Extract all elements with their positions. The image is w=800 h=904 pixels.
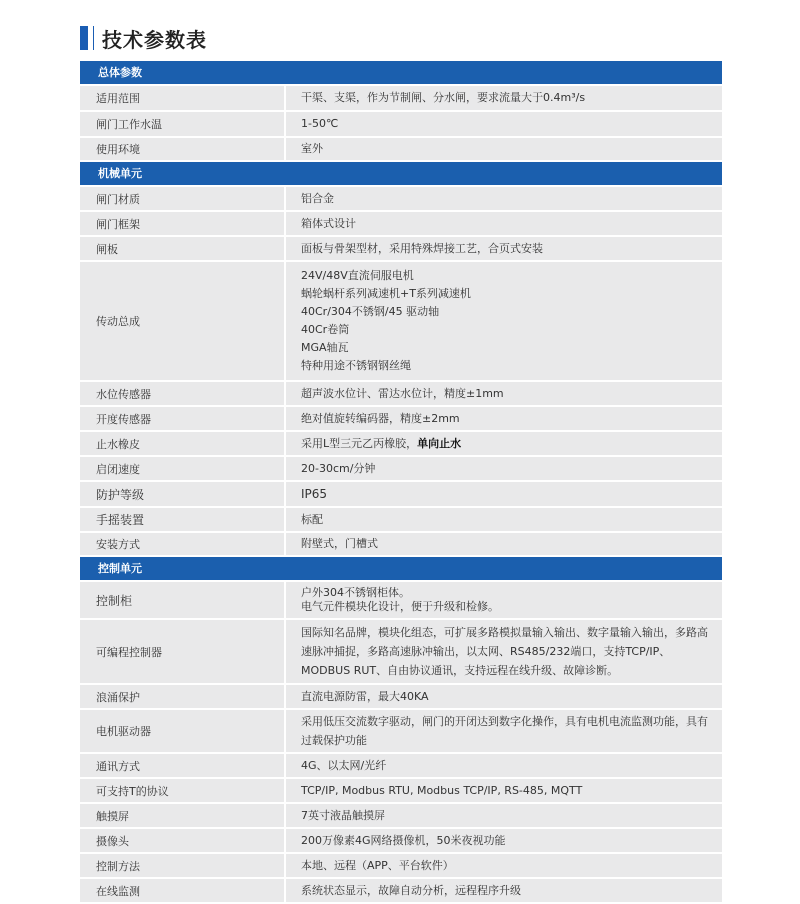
title-accent-bar (80, 26, 88, 50)
section-header-mechanical: 机械单元 (80, 162, 722, 187)
table-row (80, 582, 722, 620)
row-label: 手摇装置 (80, 508, 286, 531)
table-row (80, 482, 722, 508)
row-value: 国际知名品牌，模块化组态，可扩展多路模拟量输入输出、数字量输入输出，多路高速脉冲捕捉，多路高速脉冲输出，以太网、RS485/232端口，支持TCP/IP、MODBUS RUT、自由协议通讯，支持远程在线升级、故障诊断。 (286, 620, 722, 683)
row-label: 触摸屏 (80, 804, 286, 827)
table-row (80, 457, 722, 482)
row-label: 闸门材质 (80, 187, 286, 210)
row-value-line: MGA轴瓦 (301, 341, 349, 354)
row-label: 控制方法 (80, 854, 286, 877)
row-label: 启闭速度 (80, 457, 286, 480)
page-title-block (80, 24, 207, 52)
row-value: 4G、以太网/光纤 (286, 754, 722, 777)
row-label: 可编程控制器 (80, 620, 286, 683)
table-row (80, 879, 722, 904)
row-value: 标配 (286, 508, 722, 531)
table-row (80, 685, 722, 710)
table-row (80, 829, 722, 854)
table-row (80, 237, 722, 262)
table-row (80, 262, 722, 382)
table-row (80, 187, 722, 212)
page-title: 技术参数表 (102, 27, 207, 52)
row-value: 绝对值旋转编码器，精度±2mm (286, 407, 722, 430)
row-value: IP65 (286, 482, 722, 506)
row-label: 控制柜 (80, 582, 286, 618)
table-row (80, 620, 722, 685)
section-header-control: 控制单元 (80, 557, 722, 582)
row-label: 闸门框架 (80, 212, 286, 235)
row-value: 超声波水位计、雷达水位计，精度±1mm (286, 382, 722, 405)
row-value: 箱体式设计 (286, 212, 722, 235)
row-label: 水位传感器 (80, 382, 286, 405)
table-row (80, 854, 722, 879)
row-label: 浪涌保护 (80, 685, 286, 708)
row-label: 防护等级 (80, 482, 286, 506)
row-label: 在线监测 (80, 879, 286, 902)
row-value: 室外 (286, 138, 722, 160)
table-row (80, 407, 722, 432)
row-value: 本地、远程（APP、平台软件） (286, 854, 722, 877)
table-row (80, 86, 722, 112)
row-label: 传动总成 (80, 262, 286, 380)
row-value: 附壁式，门槽式 (286, 533, 722, 555)
row-label: 安装方式 (80, 533, 286, 555)
row-value: 铝合金 (286, 187, 722, 210)
table-row (80, 533, 722, 557)
row-label: 闸门工作水温 (80, 112, 286, 136)
table-row (80, 432, 722, 457)
row-label: 适用范围 (80, 86, 286, 110)
row-value (286, 262, 722, 380)
row-value: 干渠、支渠，作为节制闸、分水闸，要求流量大于0.4m³/s (286, 86, 722, 110)
row-label: 电机驱动器 (80, 710, 286, 752)
row-value: 采用低压交流数字驱动，闸门的开闭达到数字化操作，具有电机电流监测功能，具有过载保护功能 (286, 710, 722, 752)
row-value: 直流电源防雷，最大40KA (286, 685, 722, 708)
table-row (80, 779, 722, 804)
row-label: 可支持T的协议 (80, 779, 286, 802)
row-value: 面板与骨架型材，采用特殊焊接工艺，合页式安装 (286, 237, 722, 260)
table-row (80, 804, 722, 829)
table-row (80, 508, 722, 533)
table-row (80, 754, 722, 779)
row-label: 止水橡皮 (80, 432, 286, 455)
row-value-line: 24V/48V直流伺服电机 (301, 269, 414, 282)
table-row (80, 138, 722, 162)
table-row (80, 382, 722, 407)
spec-table (80, 61, 722, 904)
row-value-line: 电气元件模块化设计，便于升级和检修。 (301, 600, 499, 613)
row-label: 通讯方式 (80, 754, 286, 777)
row-value-line: 特种用途不锈钢钢丝绳 (301, 359, 411, 372)
row-value: 200万像素4G网络摄像机，50米夜视功能 (286, 829, 722, 852)
table-row (80, 212, 722, 237)
row-value-line: 蜗轮蜗杆系列减速机+T系列减速机 (301, 287, 471, 300)
row-value: 采用L型三元乙丙橡胶，单向止水 (286, 432, 722, 455)
row-label: 摄像头 (80, 829, 286, 852)
row-value: TCP/IP, Modbus RTU, Modbus TCP/IP, RS-485, MQTT (286, 779, 722, 802)
row-label: 使用环境 (80, 138, 286, 160)
row-value-line: 40Cr/304不锈钢/45 驱动轴 (301, 305, 440, 318)
row-value: 系统状态显示，故障自动分析，远程程序升级 (286, 879, 722, 902)
row-value (286, 582, 722, 618)
row-value: 7英寸液晶触摸屏 (286, 804, 722, 827)
row-value: 1-50℃ (286, 112, 722, 136)
row-value-line: 户外304不锈钢柜体。 (301, 586, 410, 599)
row-value: 20-30cm/分钟 (286, 457, 722, 480)
section-header-general: 总体参数 (80, 61, 722, 86)
row-label: 开度传感器 (80, 407, 286, 430)
table-row (80, 112, 722, 138)
row-value-line: 40Cr卷筒 (301, 323, 350, 336)
table-row (80, 710, 722, 754)
title-divider (93, 26, 94, 50)
row-value-emphasis: 单向止水 (417, 436, 462, 450)
row-label: 闸板 (80, 237, 286, 260)
